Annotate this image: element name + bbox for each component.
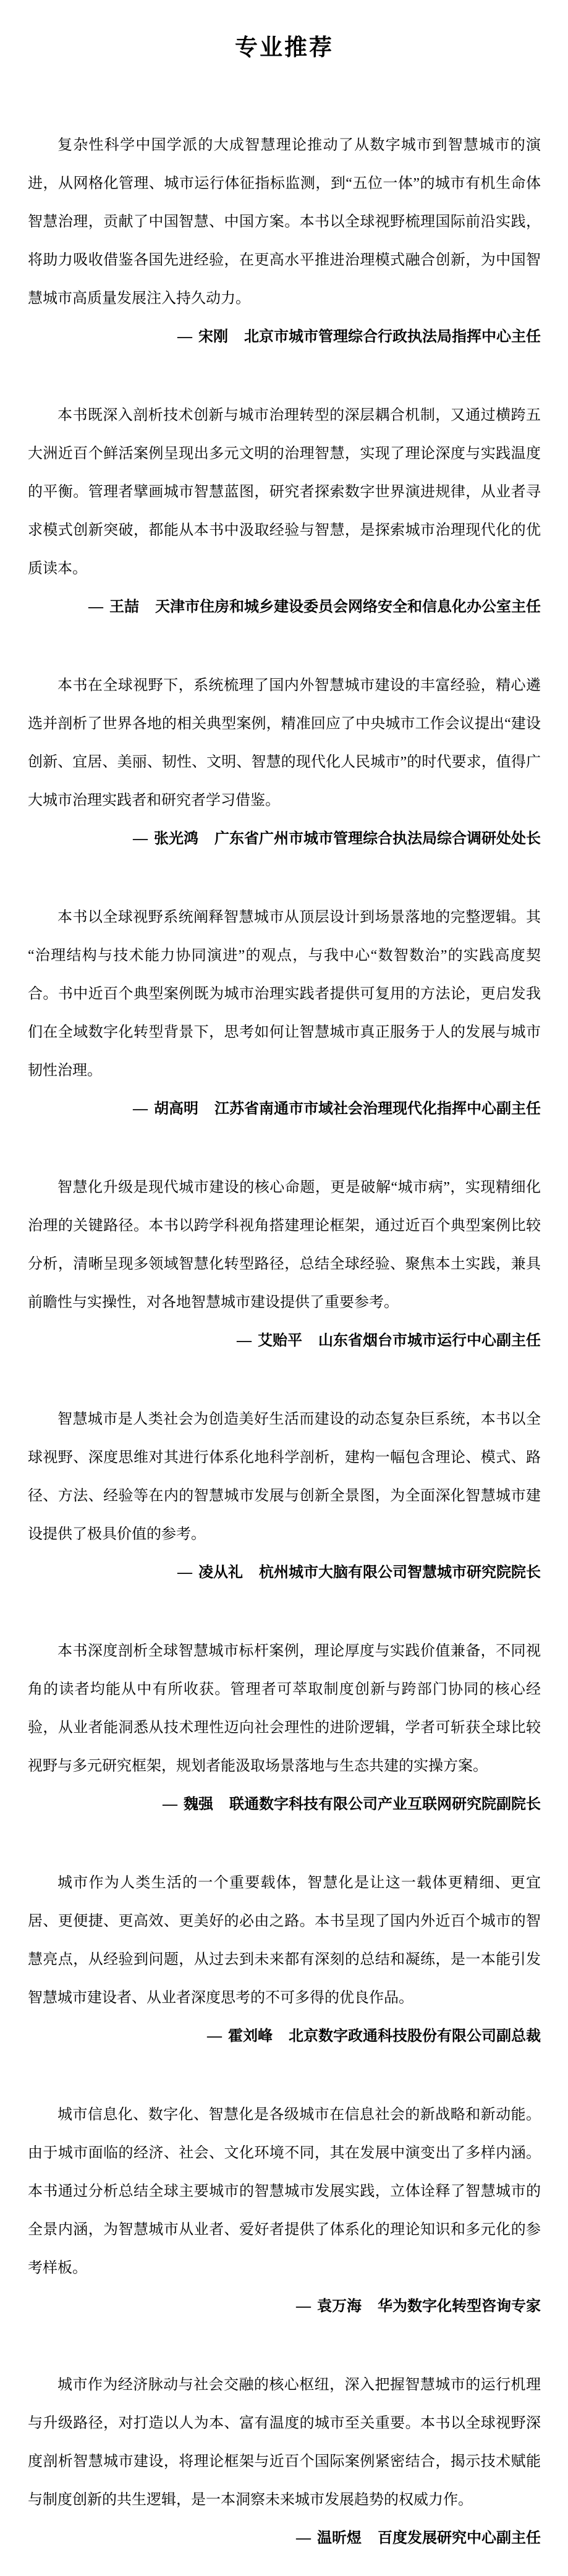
recommender-name: 艾贻平 [258,1333,302,1349]
recommendation-attribution [28,588,541,626]
recommender-title: 华为数字化转型咨询专家 [378,2298,541,2315]
recommender-title: 北京市城市管理综合行政执法局指挥中心主任 [244,329,541,345]
page-title: 专业推荐 [235,35,334,61]
recommender-name: 宋刚 [198,329,228,345]
recommendation-block [28,1168,541,1360]
recommendation-text: 城市信息化、数字化、智慧化是各级城市在信息社会的新战略和新动能。由于城市面临的经济、社会、文化环境不同，其在发展中演变出了多样内涵。本书通过分析总结全球主要城市的智慧城市发展实践，立体诠释了智慧城市的全景内涵，为智慧城市从业者、爱好者提供了体系化的理论知识和多元化的参考样板。 [28,2107,541,2276]
recommendation-block [28,666,541,858]
recommendation-text: 本书以全球视野系统阐释智慧城市从顶层设计到场景落地的完整逻辑。其“治理结构与技术能力协同演进”的观点，与我中心“数智数治”的实践高度契合。书中近百个典型案例既为城市治理实践者提供可复用的方法论，更启发我们在全域数字化转型背景下，思考如何让智慧城市真正服务于人的发展与城市韧性治理。 [28,909,541,1079]
recommender-name: 袁万海 [317,2298,362,2315]
recommendation-block [28,898,541,1128]
recommendation-text: 智慧化升级是现代城市建设的核心命题，更是破解“城市病”，实现精细化治理的关键路径。本书以跨学科视角搭建理论框架，通过近百个典型案例比较分析，清晰呈现多领域智慧化转型路径，总结全球经验、聚焦本土实践，兼具前瞻性与实操性，对各地智慧城市建设提供了重要参考。 [28,1180,541,1311]
recommender-name: 王喆 [109,599,139,615]
recommendation-block [28,1864,541,2055]
recommendation-text: 本书在全球视野下，系统梳理了国内外智慧城市建设的丰富经验，精心遴选并剖析了世界各地的相关典型案例，精准回应了中央城市工作会议提出“建设创新、宜居、美丽、韧性、文明、智慧的现代化人民城市”的时代要求，值得广大城市治理实践者和研究者学习借鉴。 [28,678,541,809]
recommendation-attribution [28,318,541,356]
recommendation-block [28,1400,541,1592]
attribution-dash: — [163,1796,177,1813]
recommender-name: 凌从礼 [198,1565,243,1581]
recommendation-attribution [28,820,541,858]
attribution-dash: — [133,1101,148,1117]
recommender-title: 天津市住房和城乡建设委员会网络安全和信息化办公室主任 [155,599,541,615]
recommender-title: 百度发展研究中心副主任 [378,2530,541,2546]
recommender-name: 温昕煜 [317,2530,362,2546]
recommendation-attribution [28,1322,541,1360]
recommender-title: 山东省烟台市城市运行中心副主任 [318,1333,541,1349]
recommender-title: 北京数字政通科技股份有限公司副总裁 [289,2028,541,2044]
recommendation-text: 复杂性科学中国学派的大成智慧理论推动了从数字城市到智慧城市的演进，从网格化管理、城市运行体征指标监测，到“五位一体”的城市有机生命体智慧治理，贡献了中国智慧、中国方案。本书以全球视野梳理国际前沿实践，将助力吸收借鉴各国先进经验，在更高水平推进治理模式融合创新，为中国智慧城市高质量发展注入持久动力。 [28,137,541,307]
attribution-dash: — [296,2298,311,2315]
recommendation-attribution [28,2287,541,2326]
recommender-title: 杭州城市大脑有限公司智慧城市研究院院长 [259,1565,541,1581]
attribution-dash: — [296,2530,311,2546]
recommendation-block [28,2366,541,2557]
recommendation-text: 本书深度剖析全球智慧城市标杆案例，理论厚度与实践价值兼备，不同视角的读者均能从中有所收获。管理者可萃取制度创新与跨部门协同的核心经验，从业者能洞悉从技术理性迈向社会理性的进阶逻辑，学者可斩获全球比较视野与多元研究框架，规划者能汲取场景落地与生态共建的实操方案。 [28,1643,541,1774]
recommendation-attribution [28,2519,541,2557]
recommendation-attribution [28,1785,541,1824]
recommender-name: 霍刘峰 [228,2028,273,2044]
recommendation-text: 智慧城市是人类社会为创造美好生活而建设的动态复杂巨系统，本书以全球视野、深度思维对其进行体系化地科学剖析，建构一幅包含理论、模式、路径、方法、经验等在内的智慧城市发展与创新全景图，为全面深化智慧城市建设提供了极具价值的参考。 [28,1411,541,1542]
attribution-dash: — [207,2028,222,2044]
recommender-name: 胡高明 [154,1101,198,1117]
recommendation-block [28,1632,541,1824]
recommendation-block [28,396,541,626]
attribution-dash: — [177,329,192,345]
recommendation-text: 本书既深入剖析技术创新与城市治理转型的深层耦合机制，又通过横跨五大洲近百个鲜活案例呈现出多元文明的治理智慧，实现了理论深度与实践温度的平衡。管理者擘画城市智慧蓝图，研究者探索数字世界演进规律，从业者寻求模式创新突破，都能从本书中汲取经验与智慧，是探索城市治理现代化的优质读本。 [28,407,541,577]
attribution-dash: — [177,1565,192,1581]
recommender-title: 广东省广州市城市管理综合执法局综合调研处处长 [214,831,541,847]
recommendation-block [28,2096,541,2326]
attribution-dash: — [88,599,103,615]
recommendation-block [28,126,541,356]
attribution-dash: — [133,831,148,847]
attribution-dash: — [237,1333,252,1349]
recommender-name: 魏强 [184,1796,213,1813]
recommender-name: 张光鸿 [154,831,198,847]
recommendation-text: 城市作为经济脉动与社会交融的核心枢纽，深入把握智慧城市的运行机理与升级路径，对打造以人为本、富有温度的城市至关重要。本书以全球视野深度剖析智慧城市建设，将理论框架与近百个国际案例紧密结合，揭示技术赋能与制度创新的共生逻辑，是一本洞察未来城市发展趋势的权威力作。 [28,2377,541,2508]
recommender-title: 江苏省南通市市域社会治理现代化指挥中心副主任 [214,1101,541,1117]
recommendation-attribution [28,1090,541,1128]
recommendation-text: 城市作为人类生活的一个重要载体，智慧化是让这一载体更精细、更宜居、更便捷、更高效、更美好的必由之路。本书呈现了国内外近百个城市的智慧亮点，从经验到问题，从过去到未来都有深刻的总结和凝练，是一本能引发智慧城市建设者、从业者深度思考的不可多得的优良作品。 [28,1875,541,2006]
recommendation-attribution [28,1554,541,1592]
recommender-title: 联通数字科技有限公司产业互联网研究院副院长 [229,1796,541,1813]
recommendation-attribution [28,2017,541,2055]
